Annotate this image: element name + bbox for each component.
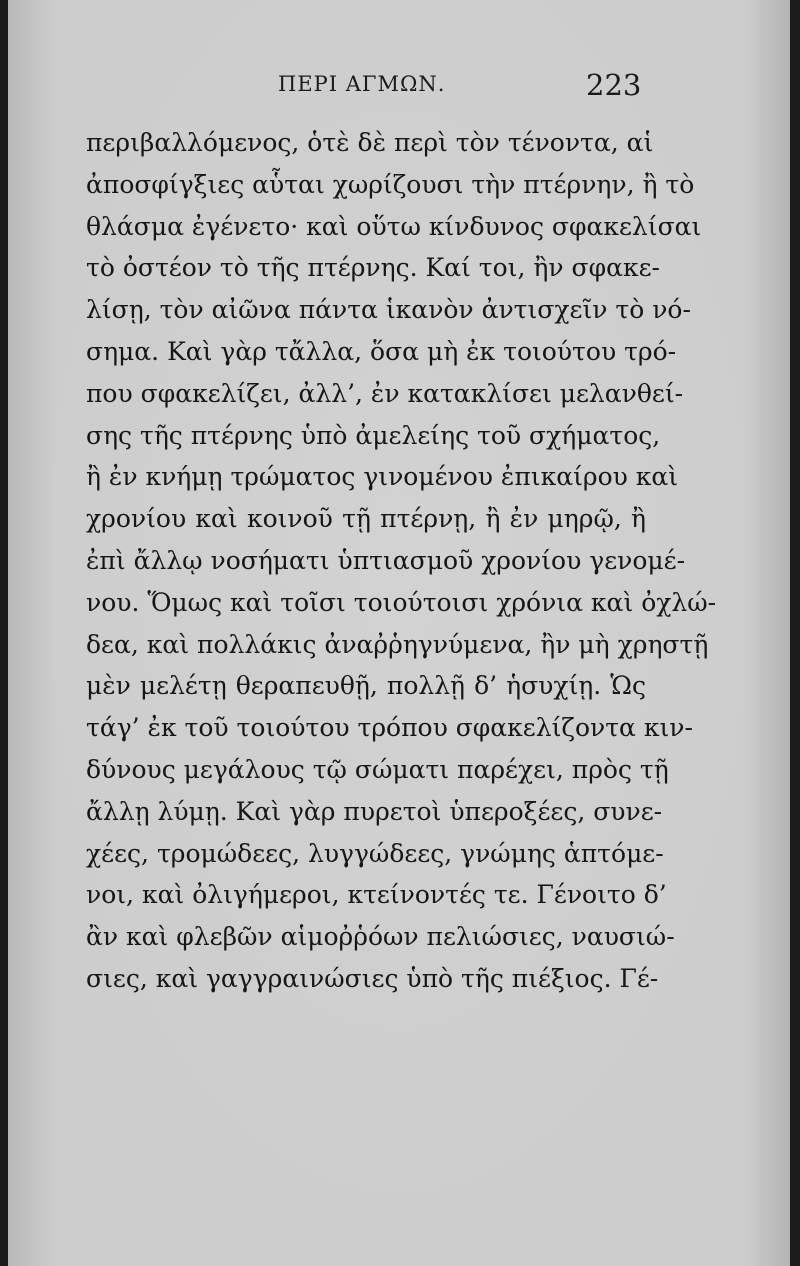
book-page [8,0,790,1266]
page-number: 223 [586,68,642,102]
text-line: χρονίου καὶ κοινοῦ τῇ πτέρνῃ, ἢ ἐν μηρῷ, ἢ [86,504,646,534]
page-header [8,62,790,122]
text-line: ἐπὶ ἄλλῳ νοσήματι ὑπτιασμοῦ χρονίου γενομέ- [86,545,686,575]
text-line: σης τῆς πτέρνης ὑπὸ ἀμελείης τοῦ σχήματος, [86,420,661,450]
text-line: χέες, τρομώδεες, λυγγώδεες, γνώμης ἁπτόμε- [86,838,664,868]
text-line: δεα, καὶ πολλάκις ἀναῤῥηγνύμενα, ἢν μὴ χρηστῇ [86,629,709,659]
text-line: σημα. Καὶ γὰρ τἄλλα, ὅσα μὴ ἐκ τοιούτου τρό- [86,336,677,366]
text-line: σιες, καὶ γαγγραινώσιες ὑπὸ τῆς πιέξιος. Γέ- [86,963,659,993]
text-line: ἢ ἐν κνήμῃ τρώματος γινομένου ἐπικαίρου καὶ [86,462,679,492]
text-line: λίσῃ, τὸν αἰῶνα πάντα ἱκανὸν ἀντισχεῖν τὸ νό- [86,295,691,325]
text-line: τὸ ὀστέον τὸ τῆς πτέρνης. Καί τοι, ἢν σφακε- [86,253,660,283]
text-line: μὲν μελέτῃ θεραπευθῇ, πολλῇ δ’ ἡσυχίῃ. Ὡς [86,671,646,701]
text-line: περιβαλλόμενος, ὁτὲ δὲ περὶ τὸν τένοντα, αἱ [86,128,654,157]
text-line: νοι, καὶ ὀλιγήμεροι, κτείνοντές τε. Γένοιτο δ’ [86,880,667,910]
running-head: ΠΕΡΙ ΑΓΜΩΝ. [278,72,446,96]
text-line: ἄλλῃ λύμῃ. Καὶ γὰρ πυρετοὶ ὑπεροξέες, συνε- [86,796,663,826]
text-line: δύνους μεγάλους τῷ σώματι παρέχει, πρὸς τῇ [86,754,669,784]
text-line: θλάσμα ἐγένετο· καὶ οὕτω κίνδυνος σφακελίσαι [86,211,702,241]
text-line: ἀποσφίγξιες αὗται χωρίζουσι τὴν πτέρνην, ἢ τὸ [86,169,695,199]
text-line: ἂν καὶ φλεβῶν αἱμοῤῥόων πελιώσιες, ναυσιώ- [86,922,675,952]
text-line: που σφακελίζει, ἀλλ’, ἐν κατακλίσει μελανθεί- [86,378,684,408]
text-line: τάγ’ ἐκ τοῦ τοιούτου τρόπου σφακελίζοντα κιν- [86,713,693,743]
text-line: νου. Ὅμως καὶ τοῖσι τοιούτοισι χρόνια καὶ ὀχλώ- [86,587,717,617]
body-text [86,122,717,1000]
